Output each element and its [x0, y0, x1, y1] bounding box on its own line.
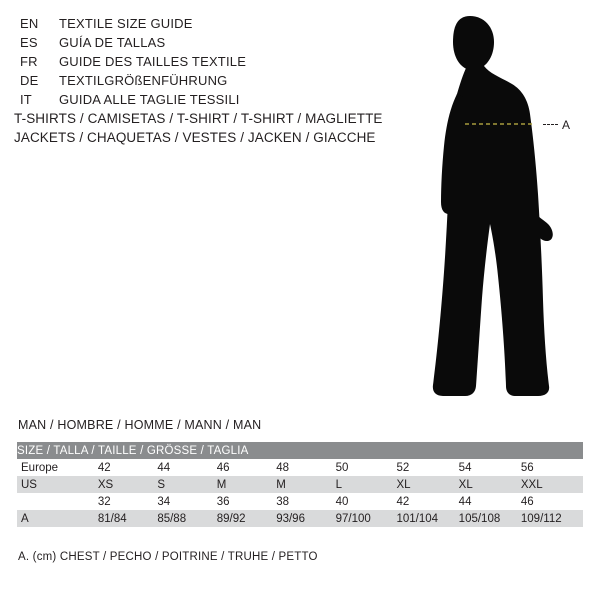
table-header-label: SIZE / TALLA / TAILLE / GRÖSSE / TAGLIA	[17, 442, 583, 459]
cell: XS	[98, 476, 157, 493]
cell: 44	[157, 459, 216, 476]
row-label: A	[17, 510, 98, 527]
cell: 36	[217, 493, 276, 510]
cell: 52	[396, 459, 458, 476]
table-caption: MAN / HOMBRE / HOMME / MANN / MAN	[18, 418, 262, 432]
cell: 54	[459, 459, 521, 476]
cell: 42	[396, 493, 458, 510]
cell: 32	[98, 493, 157, 510]
cell: 38	[276, 493, 335, 510]
cell: 89/92	[217, 510, 276, 527]
cell: 97/100	[336, 510, 397, 527]
cell: 46	[521, 493, 583, 510]
language-code: ES	[20, 35, 38, 50]
language-title: GUÍA DE TALLAS	[59, 35, 166, 50]
table-row	[17, 493, 583, 510]
cell: 44	[459, 493, 521, 510]
table-row	[17, 459, 583, 476]
cell: 42	[98, 459, 157, 476]
cell: XL	[459, 476, 521, 493]
garment-category-jackets: JACKETS / CHAQUETAS / VESTES / JACKEN / GIACCHE	[14, 130, 376, 145]
size-table	[17, 442, 583, 527]
cell: S	[157, 476, 216, 493]
cell: 46	[217, 459, 276, 476]
measure-leader-line	[543, 124, 558, 126]
cell: XXL	[521, 476, 583, 493]
table-row	[17, 510, 583, 527]
language-title: TEXTILGRÖßENFÜHRUNG	[59, 73, 228, 88]
table-row	[17, 476, 583, 493]
language-title: GUIDE DES TAILLES TEXTILE	[59, 54, 247, 69]
language-code: EN	[20, 16, 39, 31]
silhouette-graphic	[410, 14, 590, 404]
cell: M	[217, 476, 276, 493]
language-row	[20, 33, 420, 52]
language-code: DE	[20, 73, 39, 88]
language-title: TEXTILE SIZE GUIDE	[59, 16, 193, 31]
cell: 85/88	[157, 510, 216, 527]
cell: 93/96	[276, 510, 335, 527]
cell: 105/108	[459, 510, 521, 527]
row-label: Europe	[17, 459, 98, 476]
row-label	[17, 493, 98, 510]
table-footnote: A. (cm) CHEST / PECHO / POITRINE / TRUHE / PETTO	[18, 551, 318, 563]
language-row	[20, 71, 420, 90]
cell: XL	[396, 476, 458, 493]
language-row	[20, 90, 420, 109]
language-code: FR	[20, 54, 38, 69]
measure-label-a: A	[562, 118, 571, 132]
row-label: US	[17, 476, 98, 493]
language-row	[20, 14, 420, 33]
language-list	[20, 14, 420, 109]
table-header-row	[17, 442, 583, 459]
cell: 101/104	[396, 510, 458, 527]
language-title: GUIDA ALLE TAGLIE TESSILI	[59, 92, 240, 107]
language-row	[20, 52, 420, 71]
language-code: IT	[20, 92, 32, 107]
cell: 40	[336, 493, 397, 510]
cell: 50	[336, 459, 397, 476]
cell: 48	[276, 459, 335, 476]
garment-category-tshirts: T-SHIRTS / CAMISETAS / T-SHIRT / T-SHIRT / MAGLIETTE	[14, 111, 383, 126]
cell: L	[336, 476, 397, 493]
cell: 109/112	[521, 510, 583, 527]
cell: 34	[157, 493, 216, 510]
male-silhouette-figure	[410, 14, 590, 404]
cell: 81/84	[98, 510, 157, 527]
garment-category-list	[14, 109, 434, 147]
cell: M	[276, 476, 335, 493]
cell: 56	[521, 459, 583, 476]
